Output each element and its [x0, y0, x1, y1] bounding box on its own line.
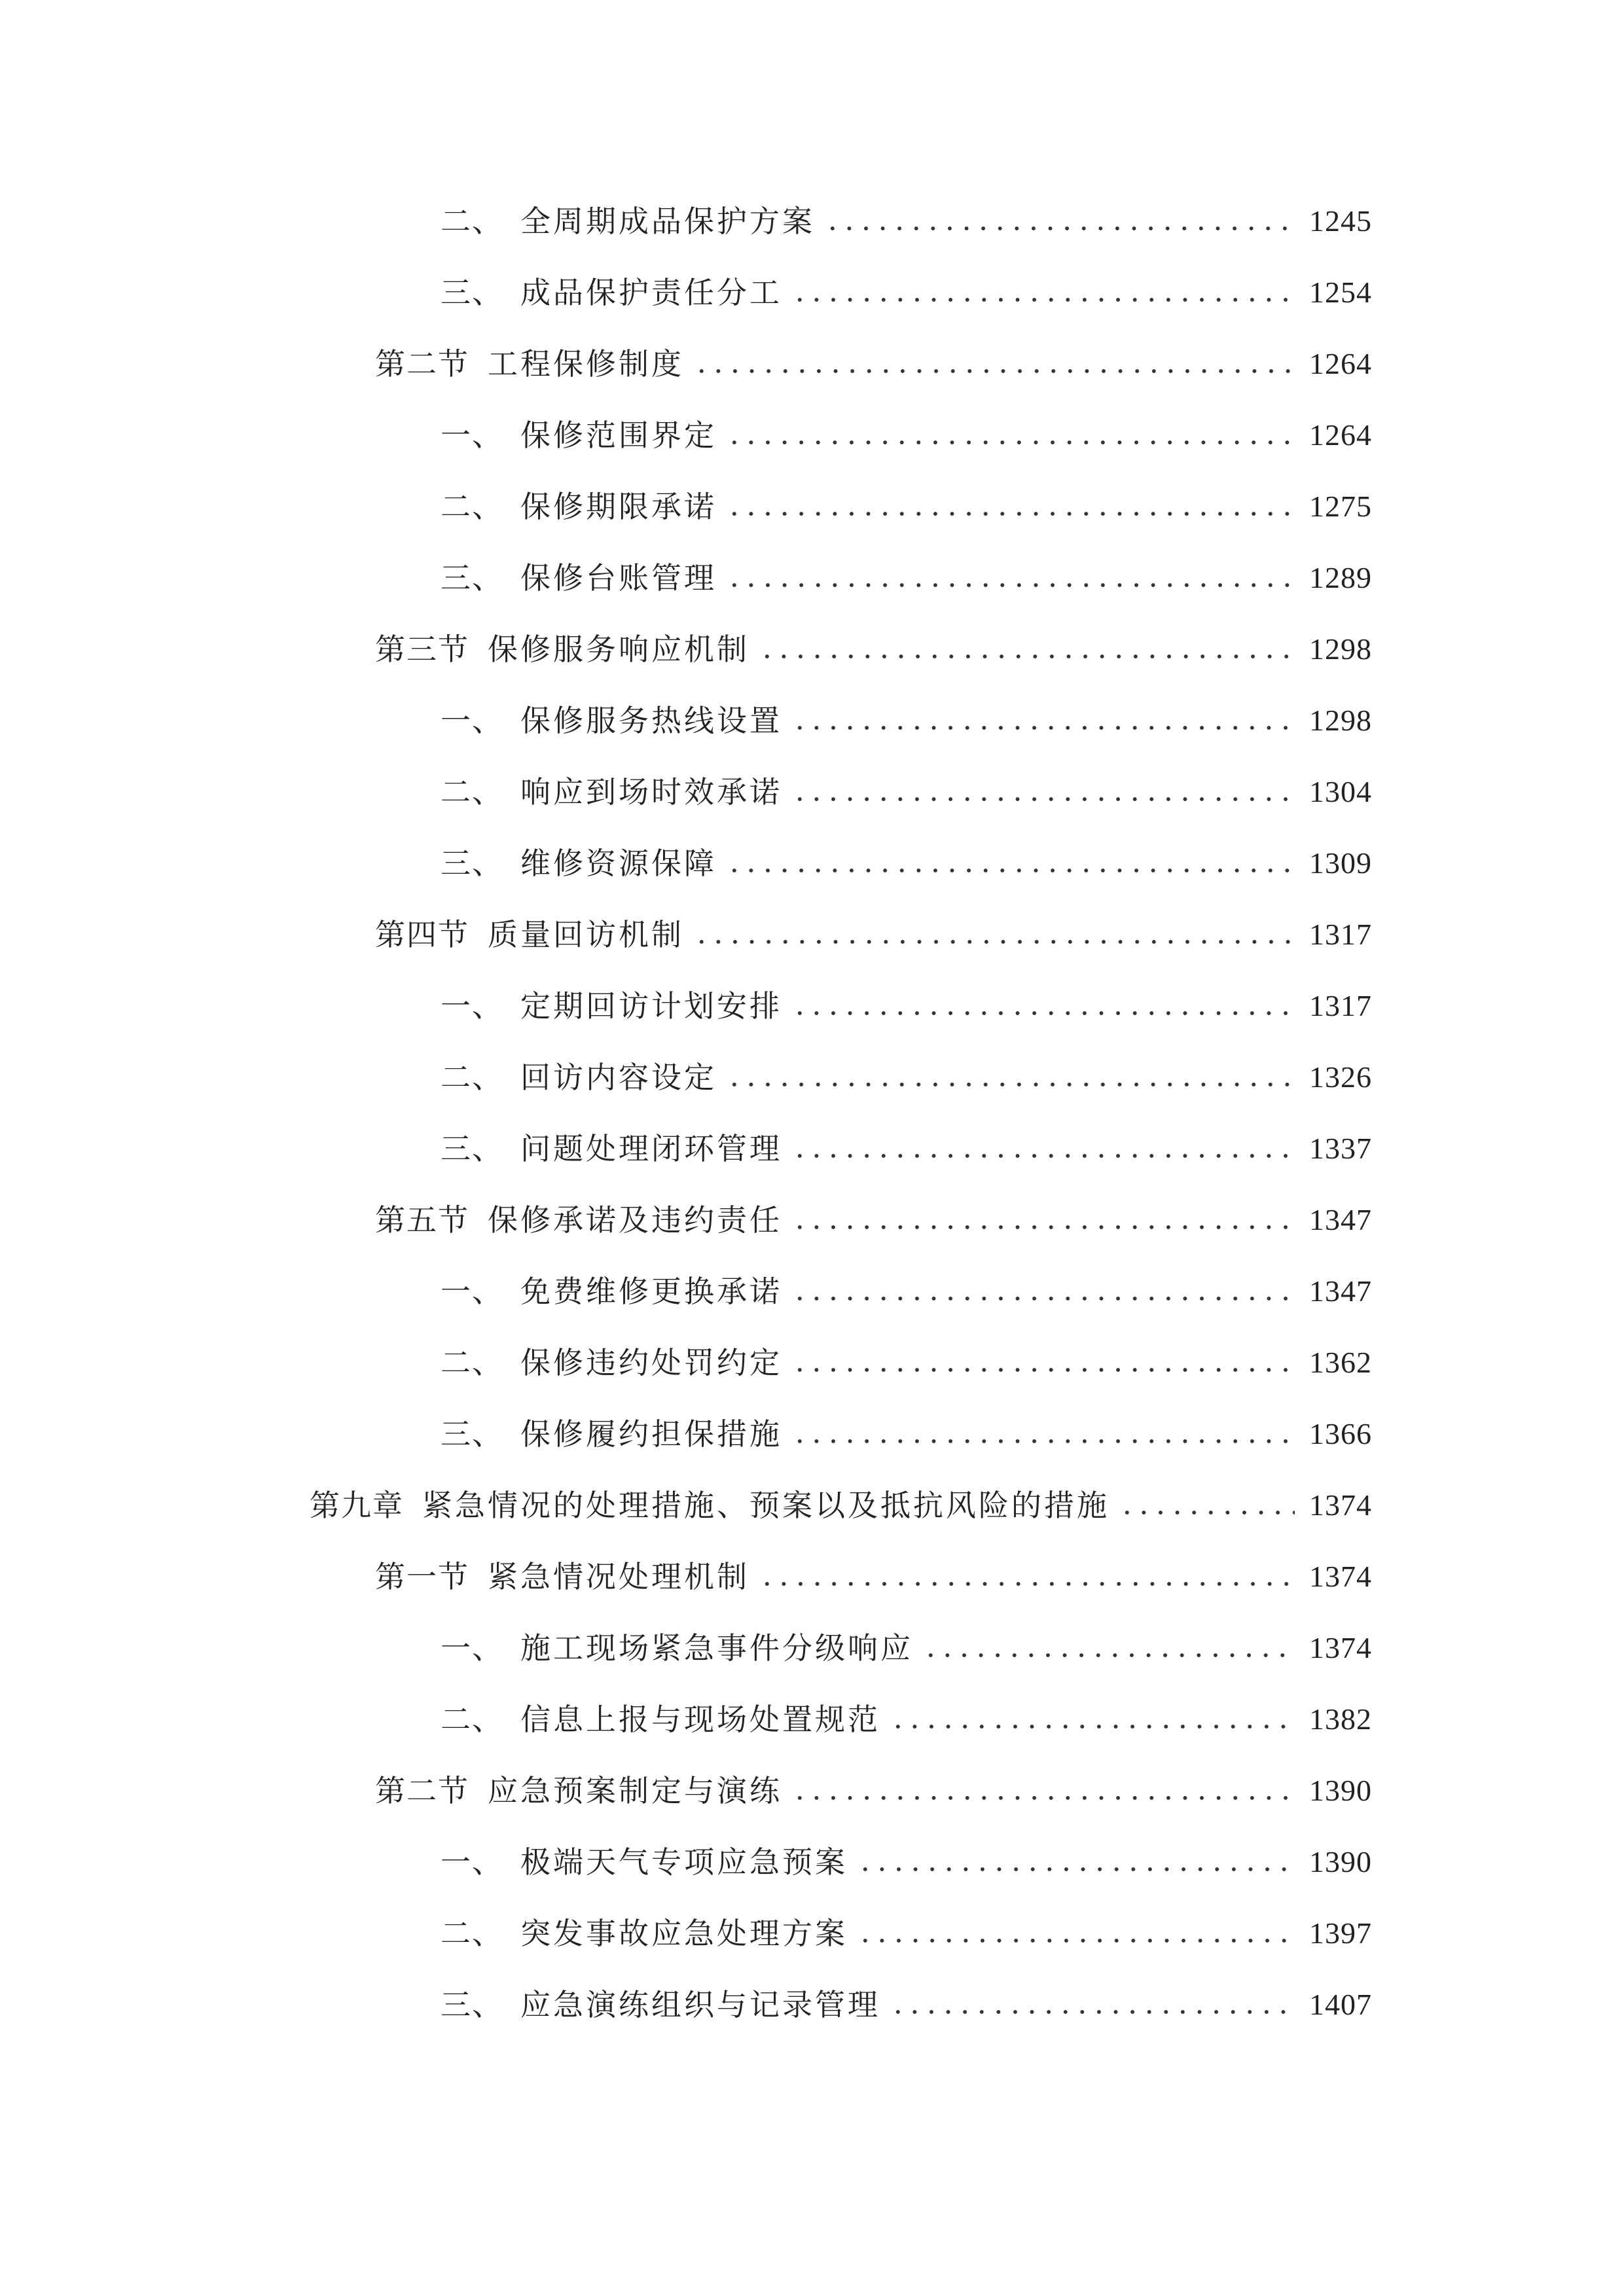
- toc-entry-title: 极端天气专项应急预案: [520, 1844, 848, 1880]
- toc-entry-number: 一、: [441, 703, 503, 738]
- toc-entry-title: 突发事故应急处理方案: [520, 1916, 848, 1951]
- toc-entry-title: 保修违约处罚约定: [520, 1345, 782, 1380]
- toc-entry[interactable]: [441, 1836, 1372, 1888]
- toc-entry-title: 应急演练组织与记录管理: [520, 1987, 880, 2022]
- toc-entry-title: 工程保修制度: [488, 346, 684, 382]
- toc-entry-page: 1374: [1309, 1631, 1372, 1664]
- toc-dot-leader: [890, 2007, 1295, 2017]
- toc-dot-leader: [857, 1936, 1295, 1945]
- toc-dot-leader: [791, 1437, 1295, 1446]
- toc-entry-page: 1298: [1309, 704, 1372, 737]
- toc-entry-number: 二、: [441, 489, 503, 524]
- toc-entry-page: 1264: [1309, 347, 1372, 380]
- toc-entry-title: 保修台账管理: [520, 560, 717, 596]
- toc-entry-page: 1245: [1309, 204, 1372, 238]
- toc-entry-title: 保修服务热线设置: [520, 703, 782, 738]
- toc-dot-leader: [759, 652, 1295, 661]
- toc-entry-title: 应急预案制定与演练: [488, 1773, 782, 1808]
- toc-entry[interactable]: [441, 409, 1372, 461]
- toc-entry-page: 1337: [1309, 1132, 1372, 1165]
- toc-entry-number: 第九章: [310, 1488, 404, 1523]
- toc-entry[interactable]: [441, 480, 1372, 533]
- toc-entry-page: 1304: [1309, 775, 1372, 808]
- toc-dot-leader: [791, 1009, 1295, 1018]
- toc-dot-leader: [890, 1722, 1295, 1731]
- toc-entry[interactable]: [441, 766, 1372, 818]
- toc-dot-leader: [857, 1865, 1295, 1874]
- toc-dot-leader: [726, 866, 1295, 875]
- toc-entry[interactable]: [375, 1194, 1372, 1246]
- toc-entry-title: 信息上报与现场处置规范: [520, 1702, 880, 1737]
- toc-entry-number: 三、: [441, 560, 503, 596]
- toc-entry-number: 三、: [441, 1131, 503, 1166]
- toc-entry-number: 一、: [441, 988, 503, 1024]
- toc-entry-page: 1397: [1309, 1916, 1372, 1950]
- toc-entry[interactable]: [441, 837, 1372, 889]
- toc-entry-number: 二、: [441, 1916, 503, 1951]
- toc-dot-leader: [791, 1365, 1295, 1374]
- toc-dot-leader: [824, 224, 1295, 233]
- toc-entry-number: 第二节: [375, 1773, 469, 1808]
- toc-entry-title: 成品保护责任分工: [520, 275, 782, 310]
- toc-entry-number: 二、: [441, 204, 503, 239]
- toc-entry-page: 1390: [1309, 1774, 1372, 1807]
- toc-entry-page: 1317: [1309, 918, 1372, 951]
- toc-entry[interactable]: [441, 1122, 1372, 1175]
- toc-dot-leader: [791, 1151, 1295, 1160]
- toc-dot-leader: [1119, 1508, 1295, 1517]
- toc-entry-title: 保修范围界定: [520, 418, 717, 453]
- toc-dot-leader: [922, 1651, 1295, 1660]
- toc-entry[interactable]: [441, 694, 1372, 747]
- toc-entry[interactable]: [375, 623, 1372, 675]
- toc-entry-title: 问题处理闭环管理: [520, 1131, 782, 1166]
- toc-entry-title: 施工现场紧急事件分级响应: [520, 1630, 913, 1666]
- toc-entry[interactable]: [441, 1265, 1372, 1318]
- toc-entry[interactable]: [441, 195, 1372, 247]
- toc-entry[interactable]: [375, 1551, 1372, 1603]
- toc-entry-page: 1264: [1309, 418, 1372, 452]
- toc-dot-leader: [726, 1080, 1295, 1089]
- toc-entry-number: 一、: [441, 1630, 503, 1666]
- toc-dot-leader: [726, 581, 1295, 590]
- toc-entry[interactable]: [441, 980, 1372, 1032]
- toc-entry-number: 二、: [441, 1060, 503, 1095]
- toc-entry-number: 第五节: [375, 1202, 469, 1238]
- toc-entry-number: 三、: [441, 1416, 503, 1452]
- toc-entry-page: 1374: [1309, 1560, 1372, 1593]
- toc-entry-page: 1254: [1309, 276, 1372, 309]
- toc-entry[interactable]: [441, 552, 1372, 604]
- toc-entry-page: 1347: [1309, 1203, 1372, 1236]
- toc-entry-page: 1309: [1309, 846, 1372, 880]
- toc-entry-number: 第三节: [375, 632, 469, 667]
- toc-entry[interactable]: [375, 338, 1372, 390]
- toc-dot-leader: [791, 1793, 1295, 1803]
- toc-entry[interactable]: [441, 1907, 1372, 1960]
- toc-entry-number: 三、: [441, 275, 503, 310]
- toc-dot-leader: [791, 295, 1295, 304]
- toc-entry-number: 三、: [441, 1987, 503, 2022]
- toc-entry-number: 三、: [441, 846, 503, 881]
- toc-dot-leader: [726, 509, 1295, 518]
- toc-entry[interactable]: [310, 1479, 1372, 1532]
- toc-dot-leader: [791, 795, 1295, 804]
- toc-entry-page: 1382: [1309, 1702, 1372, 1736]
- toc-dot-leader: [791, 1294, 1295, 1303]
- toc-entry-page: 1366: [1309, 1417, 1372, 1450]
- toc-entry-page: 1374: [1309, 1488, 1372, 1522]
- toc-entry-number: 二、: [441, 774, 503, 810]
- toc-entry-title: 保修履约担保措施: [520, 1416, 782, 1452]
- toc-entry-title: 定期回访计划安排: [520, 988, 782, 1024]
- toc-dot-leader: [759, 1579, 1295, 1588]
- toc-entry[interactable]: [441, 1336, 1372, 1389]
- toc-dot-leader: [726, 438, 1295, 447]
- toc-entry[interactable]: [441, 1051, 1372, 1103]
- toc-entry-page: 1390: [1309, 1845, 1372, 1878]
- toc-entry[interactable]: [375, 1765, 1372, 1817]
- toc-entry-number: 第二节: [375, 346, 469, 382]
- toc-entry-page: 1298: [1309, 632, 1372, 666]
- toc-entry-page: 1289: [1309, 561, 1372, 594]
- toc-entry-number: 二、: [441, 1702, 503, 1737]
- toc-entry-number: 第四节: [375, 917, 469, 952]
- toc-entry-page: 1326: [1309, 1060, 1372, 1094]
- toc-entry-number: 一、: [441, 1274, 503, 1309]
- toc-entry-page: 1407: [1309, 1988, 1372, 2021]
- toc-entry-title: 紧急情况的处理措施、预案以及抵抗风险的措施: [422, 1488, 1110, 1523]
- toc-entry-number: 一、: [441, 1844, 503, 1880]
- toc-entry[interactable]: [441, 1979, 1372, 2031]
- toc-entry-title: 维修资源保障: [520, 846, 717, 881]
- toc-dot-leader: [693, 367, 1295, 376]
- toc-entry-number: 第一节: [375, 1559, 469, 1594]
- toc-dot-leader: [791, 1223, 1295, 1232]
- toc-entry-title: 质量回访机制: [488, 917, 684, 952]
- toc-entry[interactable]: [441, 1622, 1372, 1674]
- toc-entry-page: 1317: [1309, 989, 1372, 1022]
- toc-entry[interactable]: [441, 266, 1372, 319]
- toc-entry-page: 1362: [1309, 1346, 1372, 1379]
- toc-entry-page: 1347: [1309, 1274, 1372, 1308]
- toc-entry-page: 1275: [1309, 490, 1372, 523]
- toc-entry[interactable]: [375, 908, 1372, 961]
- toc-entry-title: 免费维修更换承诺: [520, 1274, 782, 1309]
- toc-entry-number: 一、: [441, 418, 503, 453]
- toc-entry-title: 保修承诺及违约责任: [488, 1202, 782, 1238]
- toc-entry-title: 保修服务响应机制: [488, 632, 749, 667]
- toc-dot-leader: [693, 937, 1295, 946]
- toc-entry-title: 回访内容设定: [520, 1060, 717, 1095]
- toc-entry[interactable]: [441, 1693, 1372, 1746]
- toc-entry-number: 二、: [441, 1345, 503, 1380]
- toc-entry-title: 紧急情况处理机制: [488, 1559, 749, 1594]
- toc-entry-title: 响应到场时效承诺: [520, 774, 782, 810]
- toc-entry[interactable]: [441, 1408, 1372, 1460]
- toc-entry-title: 保修期限承诺: [520, 489, 717, 524]
- toc-dot-leader: [791, 723, 1295, 732]
- toc-entry-title: 全周期成品保护方案: [520, 204, 815, 239]
